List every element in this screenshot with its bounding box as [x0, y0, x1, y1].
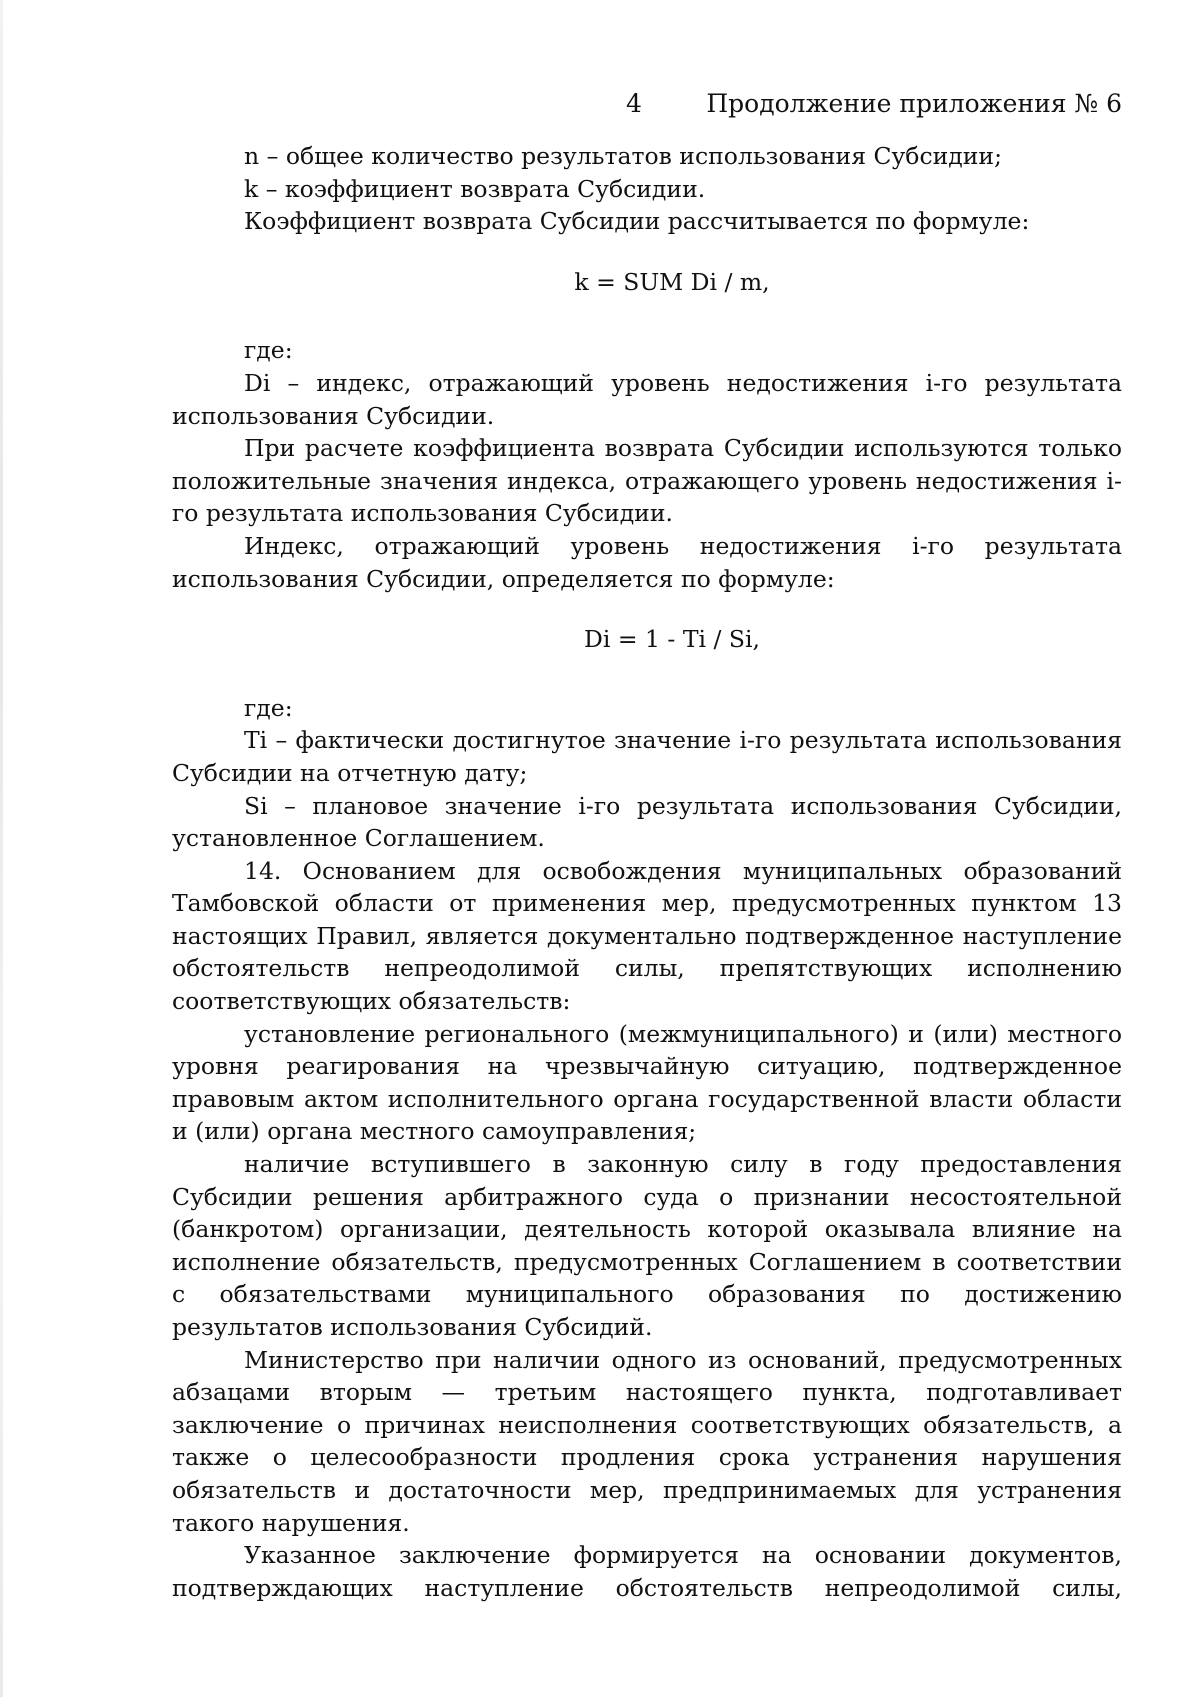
- paragraph-emergency-response: установление регионального (межмуниципального) и (или) местного уровня реагирования на чрезвычайную ситуацию, подтвержденное правовым актом исполнительного органа государственной власти области и (или) органа местного самоуправления;: [172, 1019, 1122, 1146]
- paragraph-n-definition: n – общее количество результатов использования Субсидии;: [244, 142, 1002, 170]
- page-header: [0, 84, 1200, 124]
- paragraph-conclusion-basis: Указанное заключение формируется на основании документов, подтверждающих наступление обстоятельств непреодолимой силы,: [172, 1541, 1122, 1602]
- spacer: [172, 656, 1122, 692]
- paragraph-ti-definition: Ti – фактически достигнутое значение i-го результата использования Субсидии на отчетную дату;: [172, 726, 1122, 787]
- spacer: [172, 238, 1122, 266]
- paragraph-index-formula-intro: Индекс, отражающий уровень недостижения i-го результата использования Субсидии, определяется по формуле:: [172, 531, 1122, 593]
- document-body: [172, 140, 1122, 1604]
- paragraph-di-definition: Di – индекс, отражающий уровень недостижения i-го результата использования Субсидии.: [172, 368, 1122, 430]
- appendix-label: Продолжение приложения № 6: [706, 89, 1122, 118]
- paragraph-formula-intro: Коэффициент возврата Субсидии рассчитывается по формуле:: [244, 207, 1030, 236]
- page-number: 4: [626, 89, 642, 118]
- paragraph-where: где:: [244, 693, 293, 722]
- paragraph-ministry-conclusion: Министерство при наличии одного из оснований, предусмотренных абзацами вторым — третьим настоящего пункта, подготавливает заключение о причинах неисполнения соответствующих обязательств, а также о целесообразности продления срока устранения нарушения обязательств и достаточности мер, предпринимаемых для устранения такого нарушения.: [172, 1345, 1122, 1537]
- paragraph-item-14: 14. Основанием для освобождения муниципальных образований Тамбовской области от применения мер, предусмотренных пунктом 13 настоящих Правил, является документально подтвержденное наступление обстоятельств непреодолимой силы, препятствующих исполнению соответствующих обязательств:: [172, 856, 1122, 1016]
- scan-edge-shadow: [0, 0, 3, 1697]
- paragraph-k-definition: k – коэффициент возврата Субсидии.: [244, 174, 706, 203]
- formula-k: k = SUM Di / m,: [574, 267, 770, 296]
- paragraph-where: где:: [244, 336, 293, 365]
- paragraph-positive-values: При расчете коэффициента возврата Субсидии используются только положительные значения индекса, отражающего уровень недостижения i-го результата использования Субсидии.: [172, 434, 1122, 528]
- spacer: [172, 595, 1122, 623]
- spacer: [172, 298, 1122, 334]
- formula-di: Di = 1 - Ti / Si,: [584, 625, 760, 654]
- paragraph-si-definition: Si – плановое значение i-го результата использования Субсидии, установленное Соглашением.: [172, 791, 1122, 853]
- paragraph-court-decision: наличие вступившего в законную силу в году предоставления Субсидии решения арбитражного суда о признании несостоятельной (банкротом) организации, деятельность которой оказывала влияние на исполнение обязательств, предусмотренных Соглашением в соответствии с обязательствами муниципального образования по достижению результатов использования Субсидий.: [172, 1150, 1122, 1341]
